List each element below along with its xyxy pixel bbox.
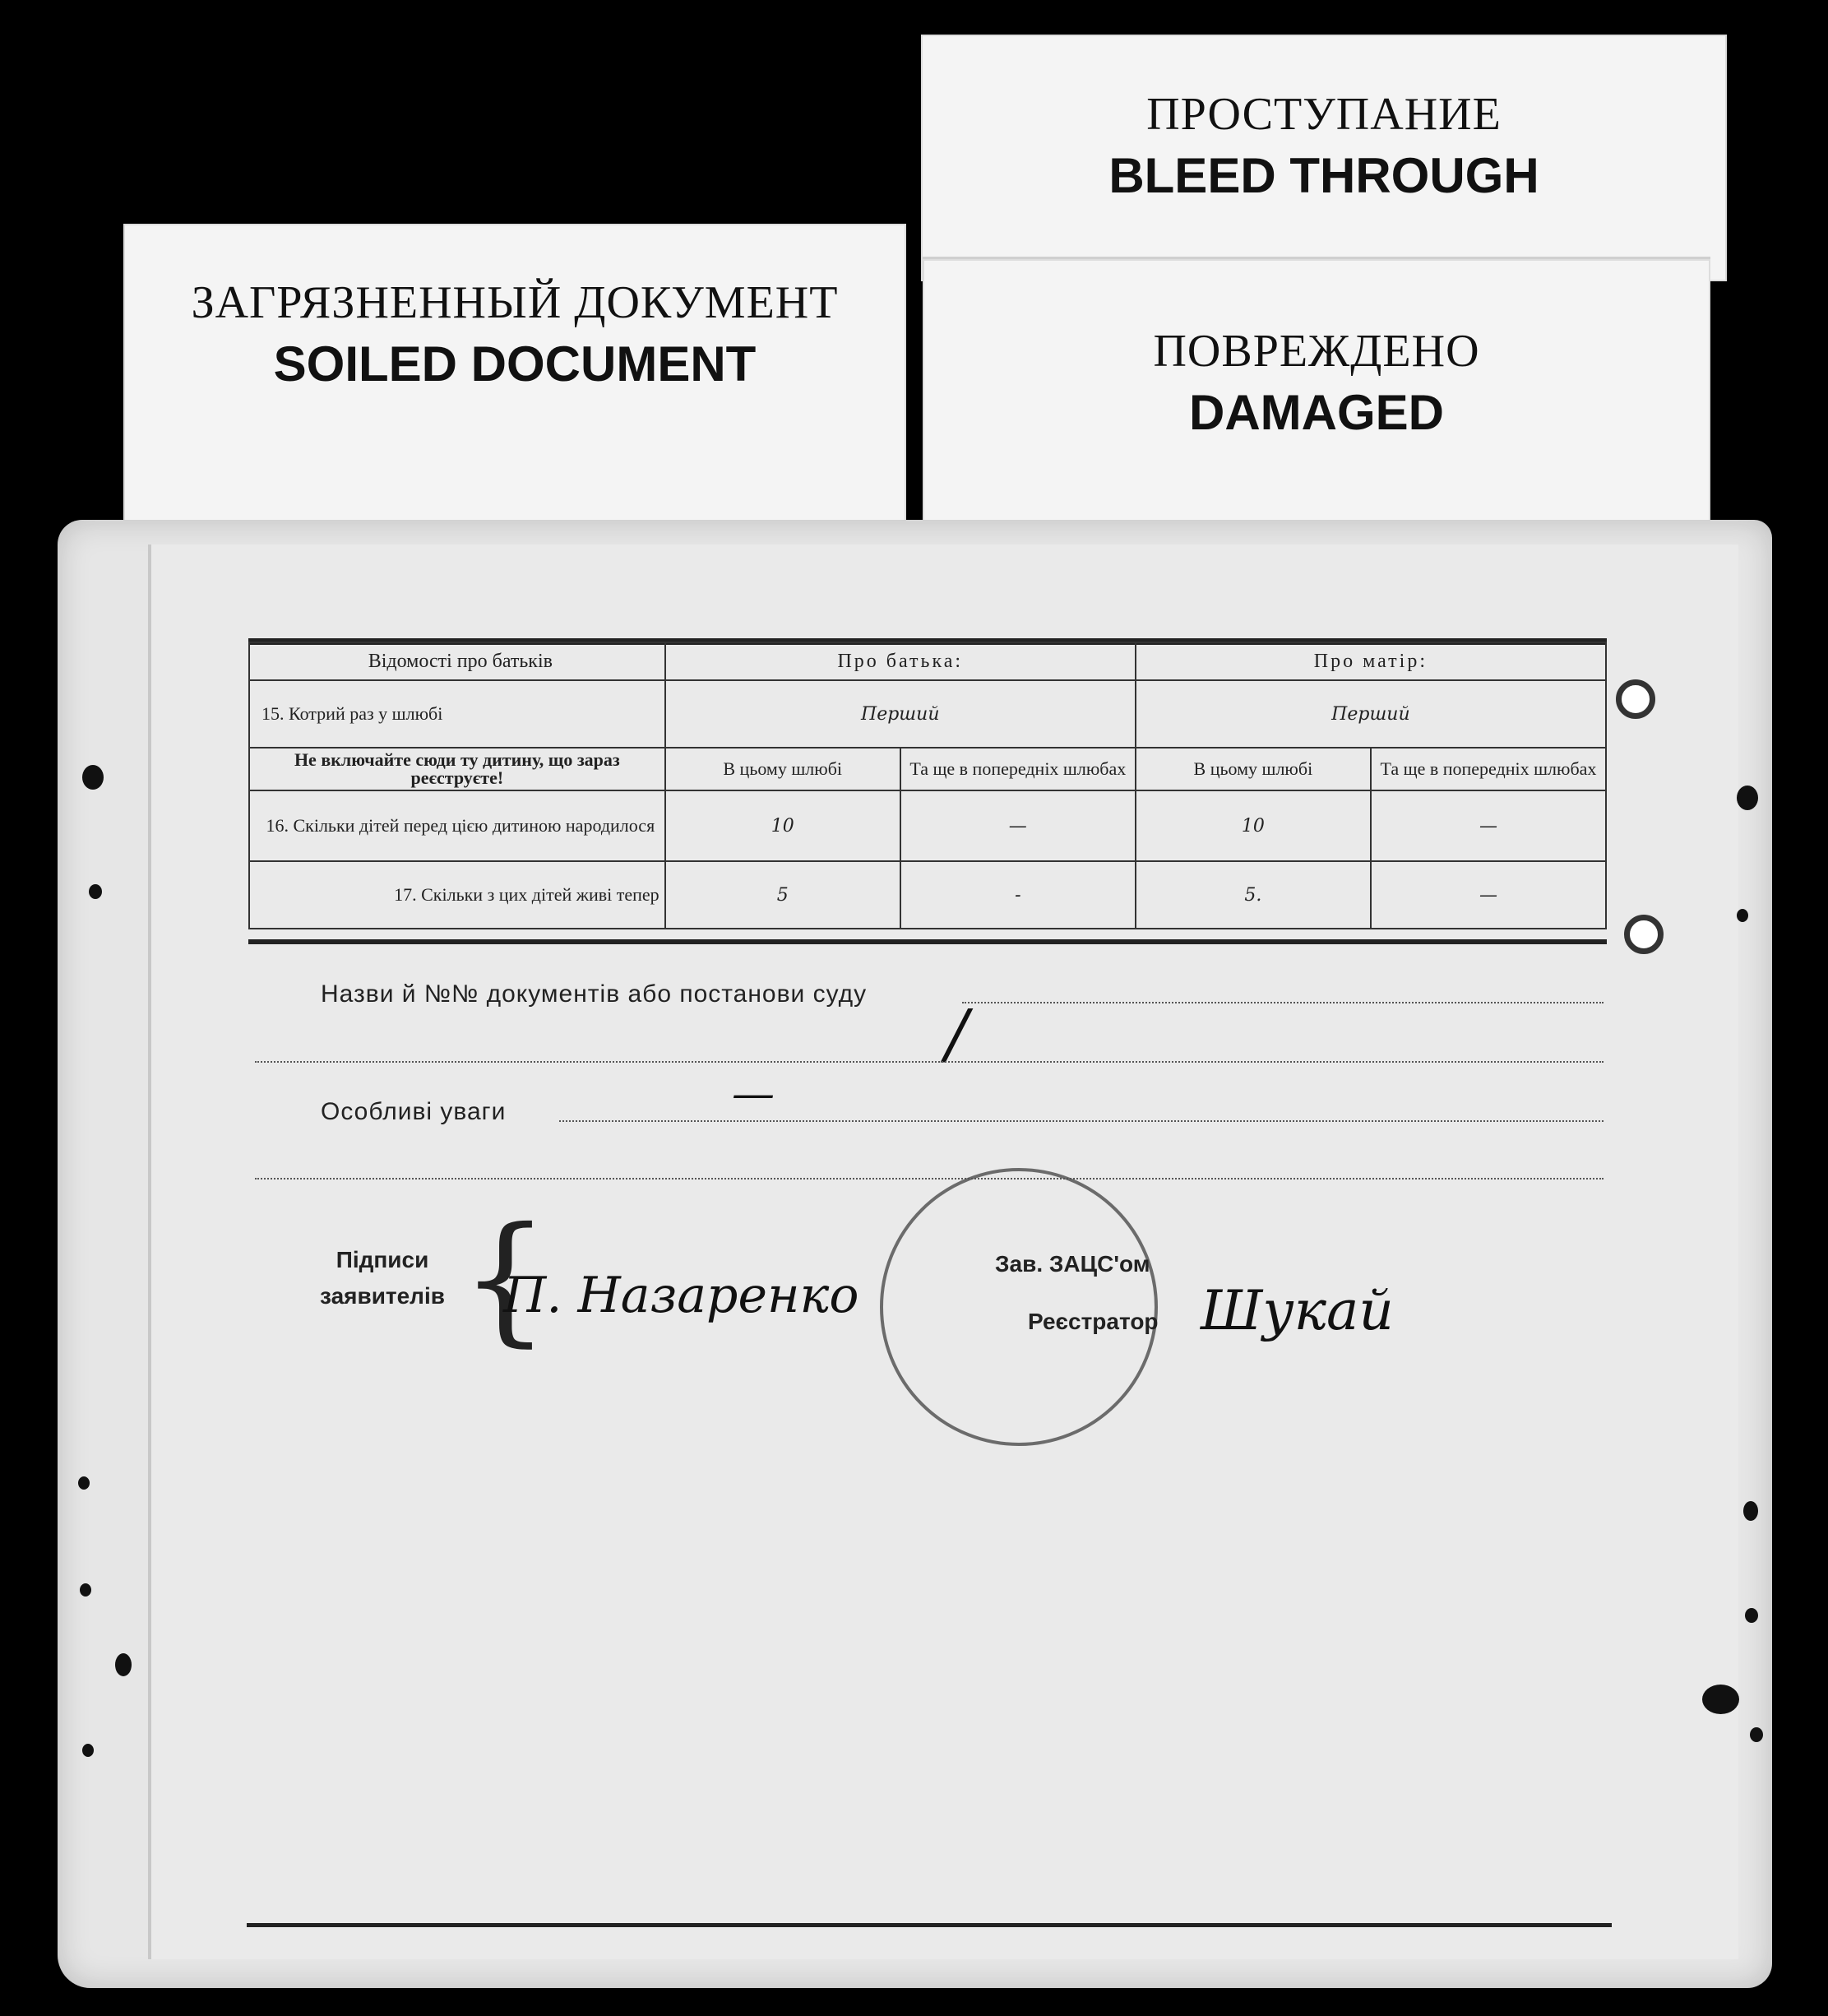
bleed-card-en: BLEED THROUGH [1108, 148, 1539, 203]
subheader-mother-previous: Та ще в попередніх шлюбах [1371, 748, 1606, 790]
registrar-label: Реєстратор [1028, 1309, 1159, 1334]
table-row [249, 790, 1606, 861]
punch-hole-icon [89, 884, 102, 899]
reinforcement-ring-icon [1616, 679, 1655, 719]
row16-father-current: 10 [665, 790, 900, 861]
bottom-rule [247, 1923, 1612, 1927]
row15-mother-value: Перший [1136, 680, 1606, 748]
applicant-signature: П. Назаренко [503, 1267, 859, 1324]
reinforcement-ring-icon [1624, 915, 1664, 954]
punch-hole-icon [82, 765, 104, 790]
table-bottom-rule [248, 939, 1607, 944]
punch-hole-icon [1750, 1727, 1763, 1742]
punch-hole-icon [1737, 909, 1748, 922]
table-subheader-row [249, 748, 1606, 790]
row17-father-previous: - [900, 861, 1136, 929]
brace-icon: { [460, 1198, 550, 1360]
soiled-document-card [123, 224, 906, 536]
bleed-through-card [921, 35, 1727, 281]
punch-hole-icon [80, 1583, 91, 1597]
subheader-note: Не включайте сюди ту дитину, що зараз реєструєте! [249, 748, 665, 790]
head-label: Зав. ЗАЦС'ом [995, 1251, 1150, 1277]
table-header-row [249, 642, 1606, 680]
remarks-label: Особливі уваги [321, 1098, 507, 1125]
punch-hole-icon [1702, 1685, 1739, 1714]
applicants-label: Підписи заявителів [320, 1247, 445, 1309]
punch-hole-icon [1737, 786, 1758, 810]
row17-label: 17. Скільки з цих дітей живі тепер [249, 861, 665, 929]
remarks-line [559, 1120, 1604, 1122]
row17-mother-current: 5. [1136, 861, 1371, 929]
punch-hole-icon [1743, 1501, 1758, 1521]
damaged-card-en: DAMAGED [1189, 385, 1444, 440]
documents-label: Назви й №№ документів або постанови суду [321, 980, 868, 1008]
header-father: Про батька: [665, 642, 1136, 680]
subheader-mother-current: В цьому шлюбі [1136, 748, 1371, 790]
subheader-father-previous: Та ще в попередніх шлюбах [900, 748, 1136, 790]
registrar-signature: Шукай [1201, 1279, 1394, 1342]
row16-father-previous: — [900, 790, 1136, 861]
punch-hole-icon [82, 1744, 94, 1757]
soiled-card-en: SOILED DOCUMENT [273, 336, 757, 392]
punch-hole-icon [78, 1476, 90, 1490]
row16-mother-previous: — [1371, 790, 1606, 861]
documents-line [962, 1002, 1604, 1003]
row16-mother-current: 10 [1136, 790, 1371, 861]
table-row [249, 861, 1606, 929]
parents-table [248, 642, 1607, 929]
row15-label: 15. Котрий раз у шлюбі [249, 680, 665, 748]
subheader-father-current: В цьому шлюбі [665, 748, 900, 790]
row16-label: 16. Скільки дітей перед цією дитиною народилося [249, 790, 665, 861]
punch-hole-icon [115, 1653, 132, 1676]
soiled-card-ru: ЗАГРЯЗНЕННЫЙ ДОКУМЕНТ [191, 277, 839, 328]
row15-father-value: Перший [665, 680, 1136, 748]
row17-mother-previous: — [1371, 861, 1606, 929]
remarks-value: — [732, 1069, 775, 1119]
damaged-card-ru: ПОВРЕЖДЕНО [1153, 326, 1480, 377]
header-mother: Про матір: [1136, 642, 1606, 680]
bleed-card-ru: ПРОСТУПАНИЕ [1146, 89, 1502, 140]
damaged-card [923, 257, 1710, 539]
punch-hole-icon [1745, 1608, 1758, 1623]
header-parents: Відомості про батьків [249, 642, 665, 680]
remarks-line-2 [255, 1178, 1604, 1179]
table-row [249, 680, 1606, 748]
documents-value: / [946, 995, 968, 1072]
row17-father-current: 5 [665, 861, 900, 929]
documents-line-2 [255, 1061, 1604, 1063]
